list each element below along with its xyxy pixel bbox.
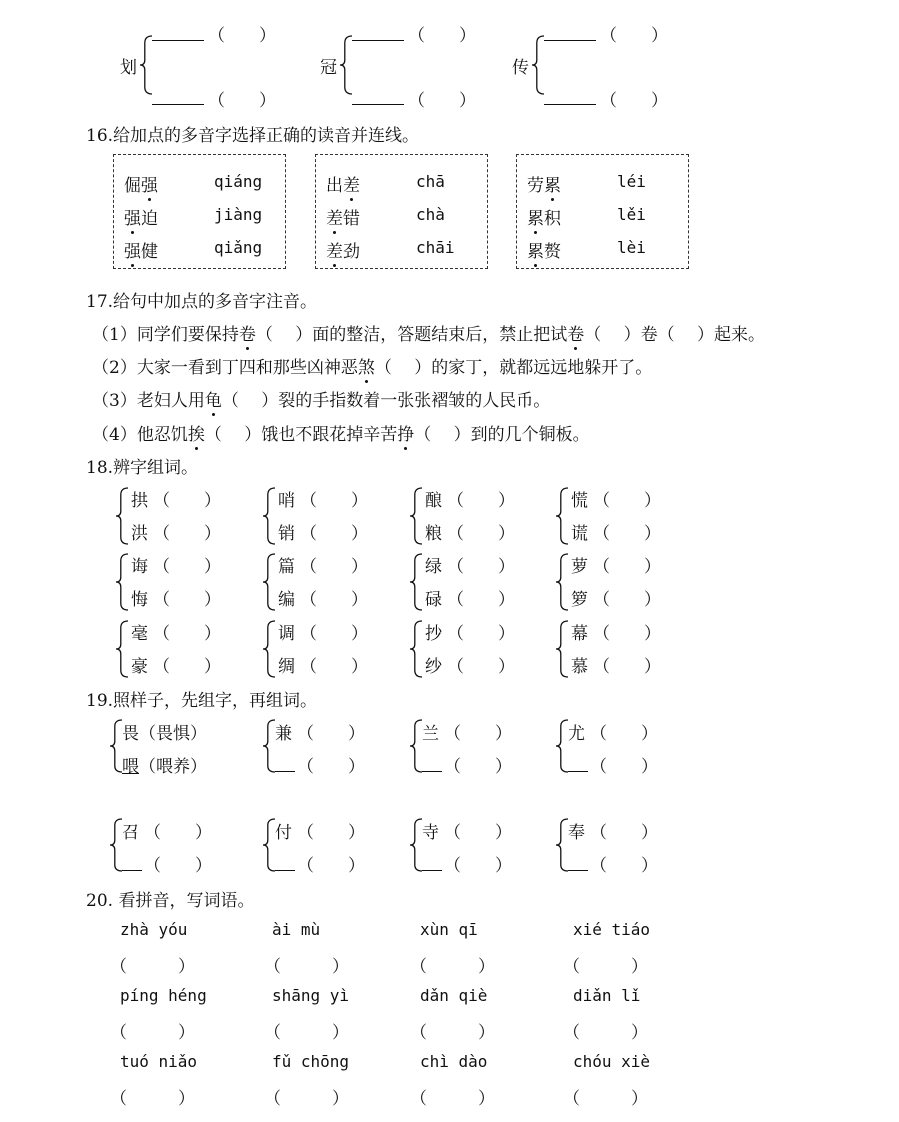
q18-brace: [263, 488, 275, 544]
q18-paren-bottom: （ ）: [300, 657, 368, 677]
q15-brace: [340, 36, 352, 94]
q19-char: 召: [122, 823, 139, 843]
q20-answer-paren: （ ）: [410, 957, 495, 977]
q19-blank: [275, 771, 295, 772]
q20-answer-paren: （ ）: [110, 1023, 195, 1043]
q20-answer-paren: （ ）: [563, 1023, 648, 1043]
q18-paren-top: （ ）: [153, 557, 221, 577]
q19-blank: [422, 771, 442, 772]
q20-answer-paren: （ ）: [264, 1023, 349, 1043]
q19-paren-top: （ ）: [297, 823, 365, 843]
q20-pinyin: zhà yóu: [120, 920, 188, 939]
q20-pinyin: chì dào: [420, 1052, 488, 1071]
q18-paren-bottom: （ ）: [593, 657, 661, 677]
q19-example-top: 畏（畏惧）: [122, 724, 207, 744]
q19-paren-bottom: （ ）: [444, 757, 512, 777]
q18-paren-bottom: （ ）: [153, 657, 221, 677]
q18-char-top: 幕: [571, 624, 588, 644]
q16-word-char: 强: [124, 204, 141, 229]
q16-word-char: 差: [326, 237, 343, 262]
q15-blank-top: [152, 40, 204, 41]
q15-char: 冠: [320, 58, 337, 78]
q15-char: 划: [120, 58, 137, 78]
question-17-title: 17.给句中加点的多音字注音。: [86, 292, 318, 312]
q19-example-word: （喂养）: [139, 757, 207, 777]
q16-word: [326, 204, 360, 229]
q16-word: [124, 171, 158, 196]
q19-paren-bottom: （ ）: [144, 856, 212, 876]
q20-pinyin: dǎn qiè: [420, 986, 488, 1005]
q16-word-char: 错: [343, 209, 360, 229]
q19-char: 兼: [275, 724, 292, 744]
q19-paren-top: （ ）: [297, 724, 365, 744]
q16-word-char: 出: [326, 176, 343, 196]
q18-brace: [410, 554, 422, 610]
q16-reading: jiàng: [214, 205, 263, 224]
q15-paren-bottom: （ ）: [600, 91, 668, 111]
q19-paren-top: （ ）: [444, 823, 512, 843]
q18-char-bottom: 谎: [571, 524, 588, 544]
q19-char: 尤: [568, 724, 585, 744]
q20-pinyin: xié tiáo: [573, 920, 651, 939]
q19-char: 寺: [422, 823, 439, 843]
q16-reading: chā: [416, 172, 445, 191]
q16-reading: lěi: [617, 205, 646, 224]
q20-pinyin: chóu xiè: [573, 1052, 651, 1071]
q16-reading: qiáng: [214, 172, 263, 191]
q20-pinyin: ài mù: [272, 920, 321, 939]
q19-brace: [556, 720, 568, 772]
q18-paren-top: （ ）: [300, 491, 368, 511]
q16-word-char: 差: [326, 204, 343, 229]
q19-char: 兰: [422, 724, 439, 744]
q18-char-bottom: 纱: [425, 657, 442, 677]
question-18-title: 18.辨字组词。: [86, 458, 199, 478]
q19-paren-bottom: （ ）: [297, 856, 365, 876]
q16-word: [527, 237, 561, 262]
q19-brace: [110, 819, 122, 871]
q16-word-char: 差: [343, 171, 360, 196]
q16-word-char: 累: [544, 171, 561, 196]
q20-pinyin: xùn qī: [420, 920, 478, 939]
q19-brace: [410, 720, 422, 772]
q15-paren-top: （ ）: [600, 26, 668, 46]
q16-word-char: 倔: [124, 176, 141, 196]
q19-paren-top: （ ）: [590, 724, 658, 744]
q15-paren-bottom: （ ）: [408, 91, 476, 111]
q16-word-char: 积: [544, 209, 561, 229]
q18-char-bottom: 粮: [425, 524, 442, 544]
q16-word: [527, 204, 561, 229]
q18-paren-top: （ ）: [593, 557, 661, 577]
q15-blank-top: [352, 40, 404, 41]
q17-sentence-3: （3）老妇人用龟（ ）裂的手指数着一张张褶皱的人民币。: [92, 386, 550, 411]
q18-brace: [116, 621, 128, 677]
q19-paren-bottom: （ ）: [590, 856, 658, 876]
q18-paren-bottom: （ ）: [300, 524, 368, 544]
q18-brace: [263, 621, 275, 677]
q19-brace: [410, 819, 422, 871]
q15-blank-top: [544, 40, 596, 41]
q15-brace: [532, 36, 544, 94]
q16-word-char: 强: [124, 237, 141, 262]
q16-word: [527, 171, 561, 196]
q18-char-bottom: 绸: [278, 657, 295, 677]
q16-reading: chāi: [416, 238, 455, 257]
q18-paren-bottom: （ ）: [447, 524, 515, 544]
q20-pinyin: tuó niǎo: [120, 1052, 198, 1071]
q16-word-char: 迫: [141, 209, 158, 229]
q18-paren-bottom: （ ）: [300, 590, 368, 610]
q20-pinyin: shāng yì: [272, 986, 350, 1005]
q20-pinyin: píng héng: [120, 986, 207, 1005]
q18-char-bottom: 慕: [571, 657, 588, 677]
q16-reading: léi: [617, 172, 646, 191]
q16-word: [326, 237, 360, 262]
q19-blank: [568, 870, 588, 871]
q18-brace: [410, 488, 422, 544]
q15-blank-bottom: [152, 104, 204, 105]
q18-brace: [556, 554, 568, 610]
q18-char-top: 篇: [278, 557, 295, 577]
question-20-title: 20. 看拼音，写词语。: [86, 891, 255, 911]
q18-char-top: 毫: [131, 624, 148, 644]
q19-paren-top: （ ）: [590, 823, 658, 843]
q18-char-top: 萝: [571, 557, 588, 577]
q18-brace: [116, 488, 128, 544]
q18-paren-top: （ ）: [300, 624, 368, 644]
q19-brace: [110, 720, 122, 772]
q16-word-char: 健: [141, 242, 158, 262]
q19-brace: [263, 720, 275, 772]
q19-paren-bottom: （ ）: [444, 856, 512, 876]
q17-sentence-2: （2）大家一看到丁四和那些凶神恶煞（ ）的家丁，就都远远地躲开了。: [92, 353, 652, 378]
q15-blank-bottom: [544, 104, 596, 105]
q16-word-char: 赘: [544, 242, 561, 262]
q19-brace: [263, 819, 275, 871]
q16-word-char: 劲: [343, 242, 360, 262]
q18-paren-bottom: （ ）: [447, 590, 515, 610]
q19-blank: [568, 771, 588, 772]
q18-paren-top: （ ）: [447, 557, 515, 577]
q19-paren-bottom: （ ）: [297, 757, 365, 777]
q20-answer-paren: （ ）: [110, 1089, 195, 1109]
q18-paren-bottom: （ ）: [447, 657, 515, 677]
q20-answer-paren: （ ）: [264, 1089, 349, 1109]
q18-paren-top: （ ）: [153, 491, 221, 511]
q18-paren-top: （ ）: [447, 624, 515, 644]
q18-char-top: 慌: [571, 491, 588, 511]
q16-word-char: 累: [527, 204, 544, 229]
q18-char-top: 酿: [425, 491, 442, 511]
q18-paren-bottom: （ ）: [153, 524, 221, 544]
q18-char-top: 绿: [425, 557, 442, 577]
q18-brace: [556, 488, 568, 544]
q20-answer-paren: （ ）: [410, 1023, 495, 1043]
q16-word-char: 累: [527, 237, 544, 262]
question-16-title: 16.给加点的多音字选择正确的读音并连线。: [86, 126, 420, 146]
q18-char-bottom: 洪: [131, 524, 148, 544]
q18-char-top: 拱: [131, 491, 148, 511]
q18-paren-top: （ ）: [447, 491, 515, 511]
q20-answer-paren: （ ）: [563, 1089, 648, 1109]
q18-char-bottom: 碌: [425, 590, 442, 610]
q19-example-char: 喂: [122, 757, 139, 777]
q20-answer-paren: （ ）: [264, 957, 349, 977]
q18-char-bottom: 悔: [131, 590, 148, 610]
q18-char-top: 诲: [131, 557, 148, 577]
q16-word: [326, 171, 360, 196]
q18-paren-top: （ ）: [593, 491, 661, 511]
q19-blank: [275, 870, 295, 871]
q16-word: [124, 237, 158, 262]
q19-brace: [556, 819, 568, 871]
q16-word: [124, 204, 158, 229]
q18-brace: [556, 621, 568, 677]
q18-paren-top: （ ）: [153, 624, 221, 644]
q20-pinyin: diǎn lǐ: [573, 986, 641, 1005]
q16-word-char: 强: [141, 171, 158, 196]
q20-pinyin: fǔ chōng: [272, 1052, 350, 1071]
q18-char-bottom: 豪: [131, 657, 148, 677]
q16-reading: qiǎng: [214, 238, 263, 257]
q15-paren-top: （ ）: [208, 26, 276, 46]
q16-word-char: 劳: [527, 176, 544, 196]
q19-paren-top: （ ）: [444, 724, 512, 744]
q19-blank: [422, 870, 442, 871]
q18-paren-bottom: （ ）: [593, 590, 661, 610]
q15-brace: [140, 36, 152, 94]
q19-paren-bottom: （ ）: [590, 757, 658, 777]
q19-example-bottom: [122, 752, 207, 777]
q15-char: 传: [512, 58, 529, 78]
q20-answer-paren: （ ）: [563, 957, 648, 977]
q18-brace: [263, 554, 275, 610]
q16-reading: chà: [416, 205, 445, 224]
q15-paren-top: （ ）: [408, 26, 476, 46]
q18-char-bottom: 销: [278, 524, 295, 544]
q19-char: 奉: [568, 823, 585, 843]
q19-blank: [122, 870, 142, 871]
q18-char-top: 抄: [425, 624, 442, 644]
q19-char: 付: [275, 823, 292, 843]
q18-paren-top: （ ）: [300, 557, 368, 577]
q20-answer-paren: （ ）: [110, 957, 195, 977]
q18-brace: [410, 621, 422, 677]
q18-brace: [116, 554, 128, 610]
q18-char-bottom: 编: [278, 590, 295, 610]
question-19-title: 19.照样子，先组字，再组词。: [86, 691, 318, 711]
q18-paren-bottom: （ ）: [153, 590, 221, 610]
q19-paren-top: （ ）: [144, 823, 212, 843]
q20-answer-paren: （ ）: [410, 1089, 495, 1109]
q15-paren-bottom: （ ）: [208, 91, 276, 111]
q18-paren-bottom: （ ）: [593, 524, 661, 544]
q18-char-bottom: 箩: [571, 590, 588, 610]
q18-char-top: 哨: [278, 491, 295, 511]
q15-blank-bottom: [352, 104, 404, 105]
q16-reading: lèi: [617, 238, 646, 257]
q18-paren-top: （ ）: [593, 624, 661, 644]
q17-sentence-1: （1）同学们要保持卷（ ）面的整洁，答题结束后，禁止把试卷（ ）卷（ ）起来。: [92, 320, 765, 345]
q18-char-top: 调: [278, 624, 295, 644]
q17-sentence-4: （4）他忍饥挨（ ）饿也不跟花掉辛苦挣（ ）到的几个铜板。: [92, 420, 590, 445]
